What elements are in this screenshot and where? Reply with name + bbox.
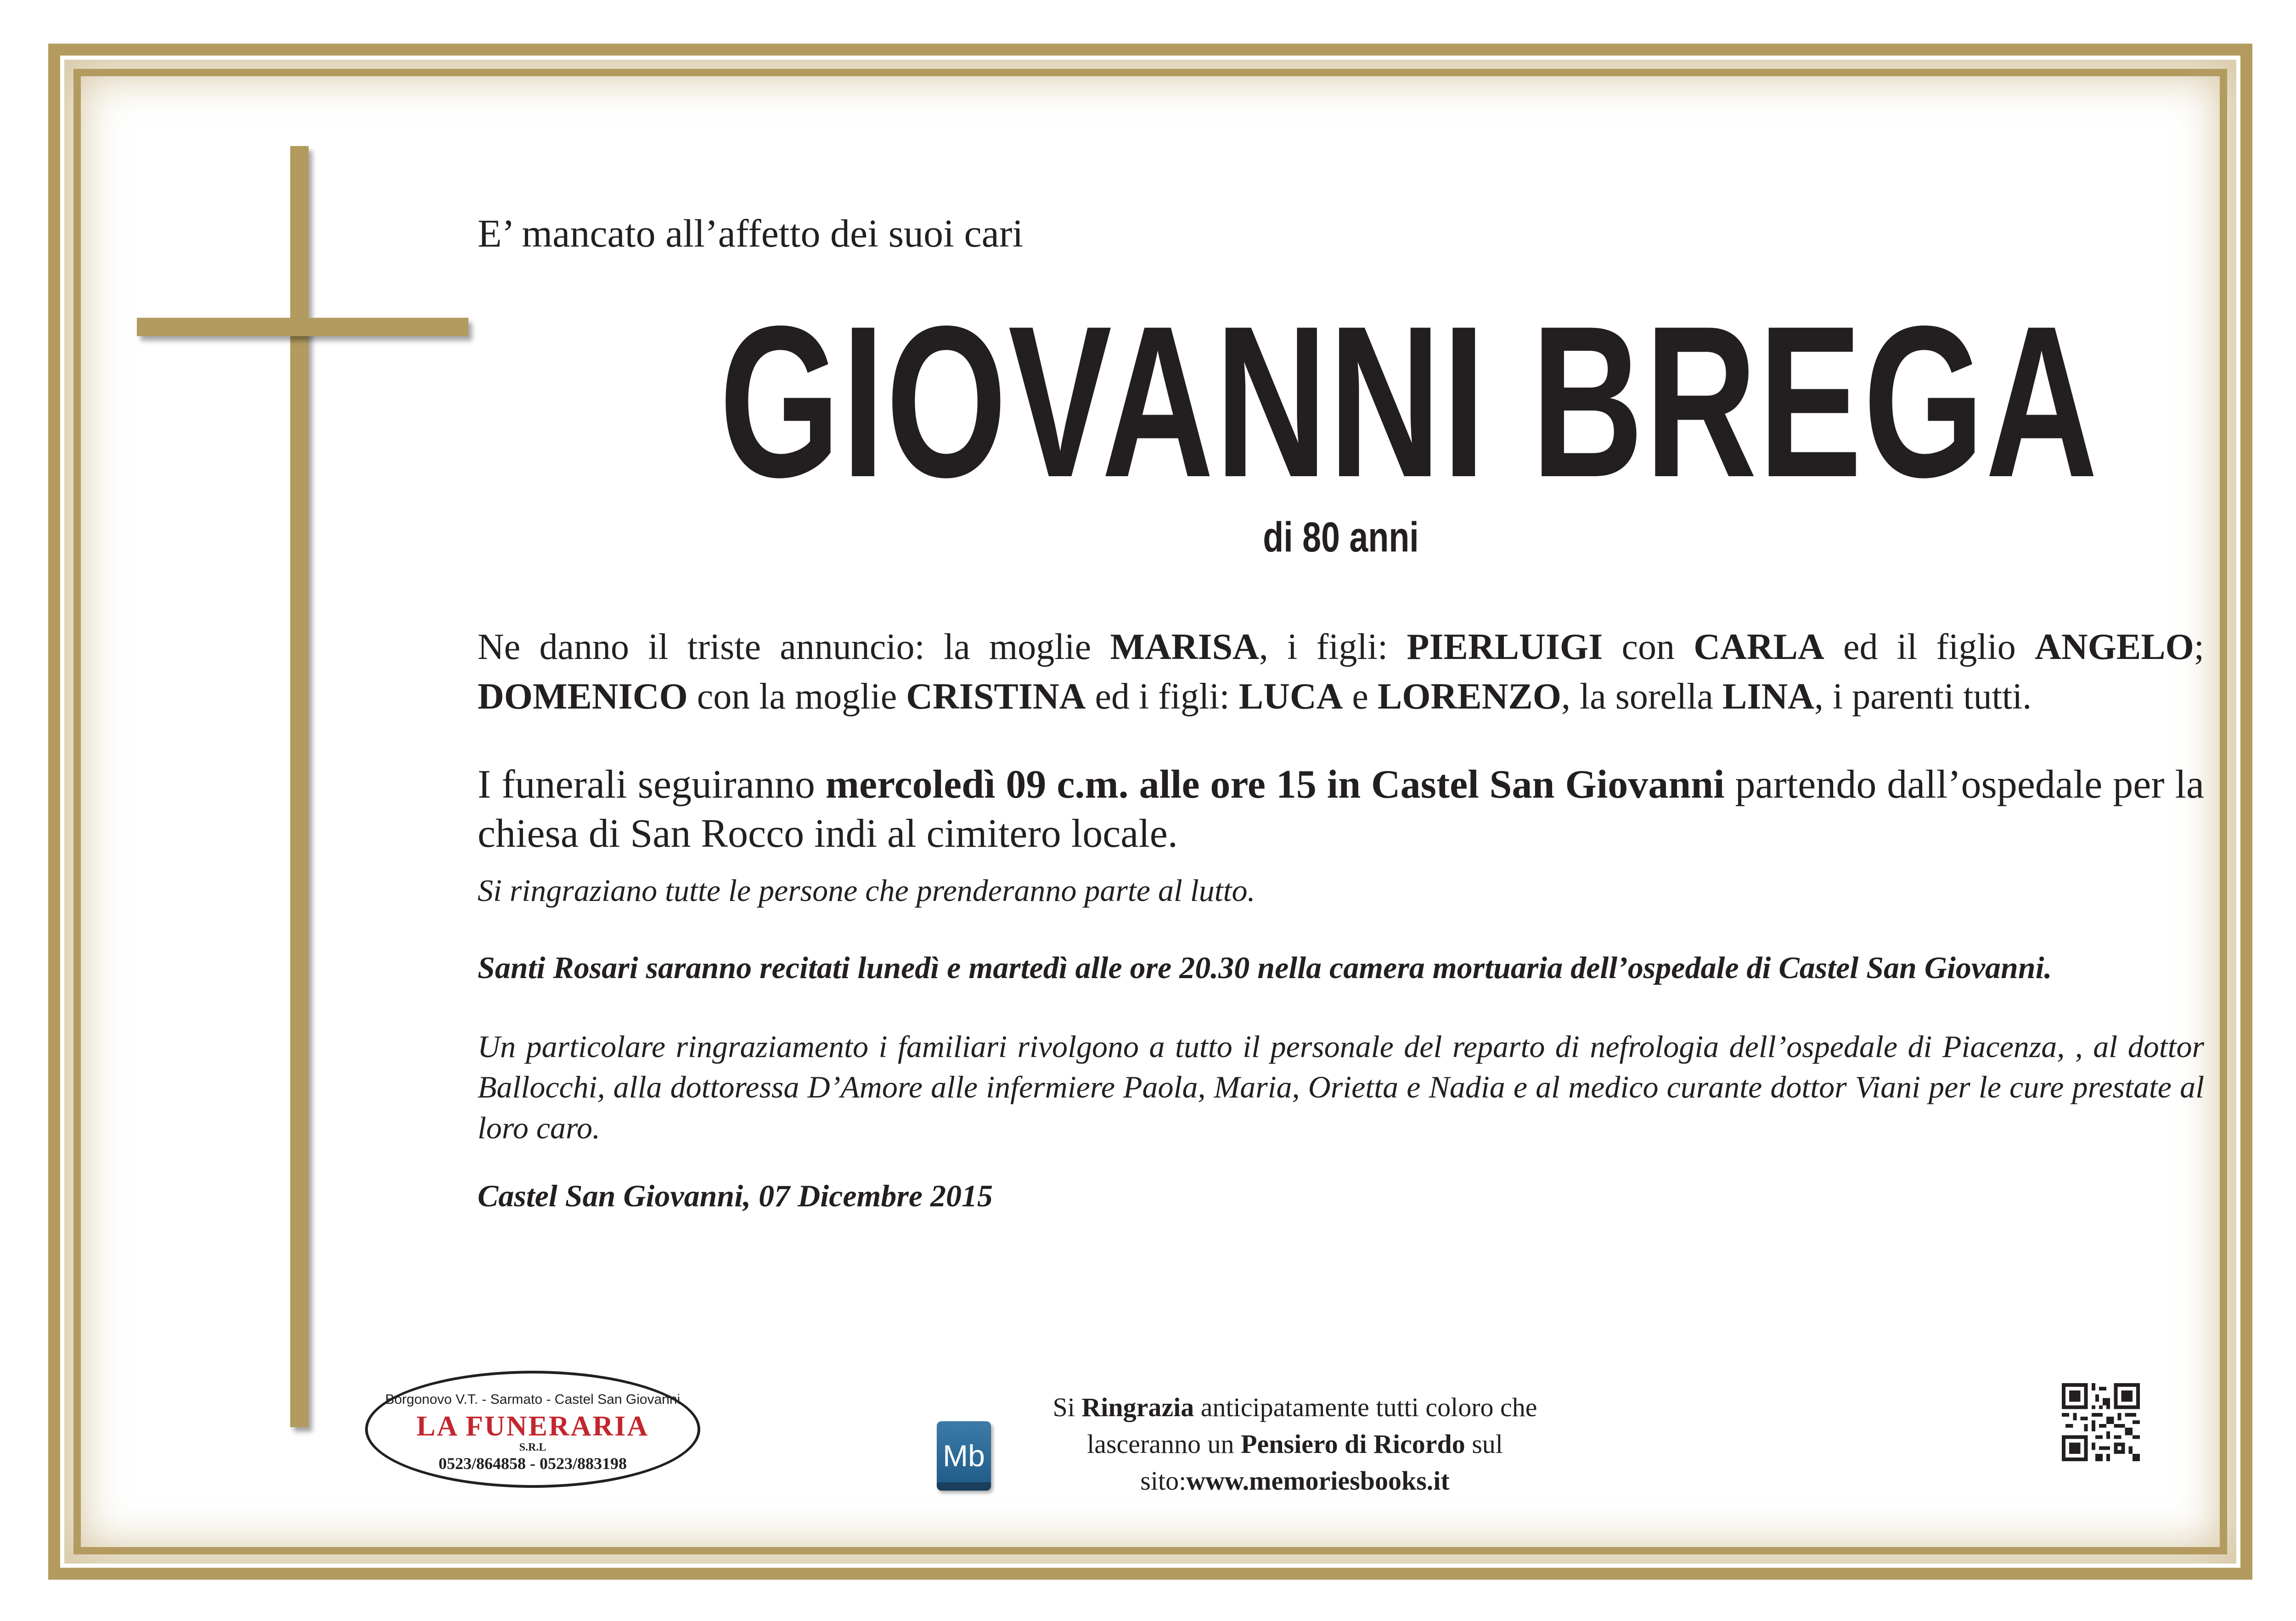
- bold-text-segment: Pensiero di Ricordo: [1241, 1429, 1465, 1459]
- announcement-paragraph: [478, 622, 2204, 721]
- text-segment: , i parenti tutti.: [1814, 676, 2032, 717]
- memoriesbooks-book-icon: Mb: [937, 1421, 991, 1490]
- place-date: Castel San Giovanni, 07 Dicembre 2015: [478, 1178, 993, 1213]
- text-segment: con: [1603, 627, 1694, 667]
- logo-srl: S.R.L: [519, 1441, 546, 1453]
- funeral-paragraph: [478, 760, 2204, 859]
- text-segment: partendo dall’ospedale per la chiesa di San Rocco indi al cimitero locale.: [478, 762, 2205, 856]
- bold-text-segment: MARISA: [1110, 627, 1259, 667]
- bold-text-segment: LINA: [1722, 676, 1815, 717]
- cross-vertical-beam: [290, 146, 309, 1427]
- bold-text-segment: LORENZO: [1377, 676, 1561, 717]
- logo-phones: 0523/864858 - 0523/883198: [439, 1454, 627, 1473]
- gratitude-paragraph: Un particolare ringraziamento i familiari rivolgono a tutto il personale del reparto di nefrologia dell’ospedale di Piacenza, , al dottor Ballocchi, alla dottoressa D’Amore alle infermiere Paola, Maria, Orietta e Nadia e al medico curante dottor Viani per le cure prestate al loro caro.: [478, 1029, 2204, 1145]
- bold-text-segment: ANGELO: [2035, 627, 2194, 667]
- qr-code-icon: [2062, 1383, 2140, 1461]
- cross-horizontal-beam: [137, 318, 468, 336]
- bold-text-segment: CRISTINA: [906, 676, 1086, 717]
- rosary-line: Santi Rosari saranno recitati lunedì e martedì alle ore 20.30 nella camera mortuaria dell’ospedale di Castel San Giovanni.: [478, 950, 2052, 985]
- text-segment: sul sito:: [1140, 1429, 1503, 1496]
- bold-text-segment: DOMENICO: [478, 676, 688, 717]
- text-segment: con la moglie: [687, 676, 906, 717]
- text-segment: , la sorella: [1561, 676, 1722, 717]
- bold-text-segment: www.memoriesbooks.it: [1186, 1466, 1450, 1496]
- text-segment: anticipatamente tutti coloro che lasceranno un: [1087, 1392, 1537, 1459]
- logo-name: LA FUNERARIA: [416, 1411, 649, 1442]
- funeral-home-logo: [365, 1371, 700, 1488]
- bold-text-segment: LUCA: [1238, 676, 1343, 717]
- bold-text-segment: mercoledì 09 c.m. alle ore 15 in Castel San Giovanni: [825, 762, 1725, 807]
- text-segment: Ne danno il triste annuncio: la moglie: [478, 627, 1110, 667]
- bold-text-segment: PIERLUIGI: [1407, 627, 1603, 667]
- bold-text-segment: Ringrazia: [1081, 1392, 1194, 1422]
- bold-text-segment: CARLA: [1694, 627, 1824, 667]
- text-segment: I funerali seguiranno: [478, 762, 826, 807]
- book-icon-spine: [937, 1482, 991, 1491]
- deceased-name: GIOVANNI BREGA: [719, 281, 2099, 522]
- text-segment: ;: [2194, 627, 2205, 667]
- thanks-line: Si ringraziano tutte le persone che prenderanno parte al lutto.: [478, 873, 1255, 908]
- text-segment: ed il figlio: [1824, 627, 2035, 667]
- text-segment: e: [1343, 676, 1378, 717]
- text-segment: , i figli:: [1259, 627, 1407, 667]
- age-line: di 80 anni: [1263, 514, 1419, 561]
- logo-locations: Borgonovo V.T. - Sarmato - Castel San Giovanni: [385, 1392, 681, 1407]
- text-segment: Si: [1052, 1392, 1082, 1422]
- intro-line: E’ mancato all’affetto dei suoi cari: [478, 211, 1024, 255]
- text-segment: ed i figli:: [1086, 676, 1239, 717]
- footer-message: [1019, 1389, 1570, 1499]
